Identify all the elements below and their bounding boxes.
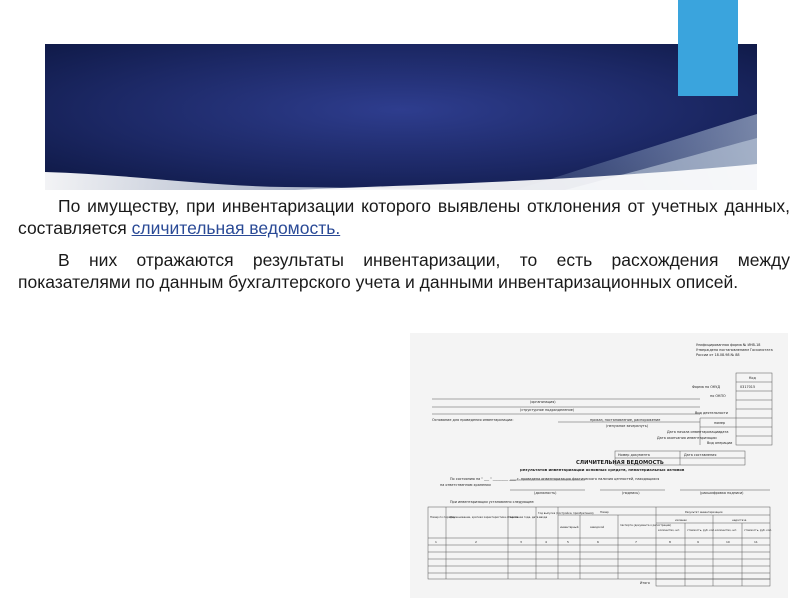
comparison-statement-form-image bbox=[410, 333, 788, 598]
table-header-col7: паспорта (документа о регистрации) bbox=[620, 524, 672, 527]
form-activity-label: Вид деятельности bbox=[695, 411, 728, 415]
table-header-col11: стоимость, руб. коп. bbox=[744, 529, 772, 532]
form-signature-caption: (подпись) bbox=[622, 491, 640, 495]
form-approval-line-2: Утверждена постановлением Госкомстата bbox=[696, 348, 773, 352]
table-column-number-7: 7 bbox=[635, 540, 637, 544]
paragraph-1 bbox=[18, 195, 790, 239]
form-start-label: Дата начала инвентаризации bbox=[667, 430, 721, 434]
form-okud-value: 0317015 bbox=[740, 385, 756, 389]
table-column-number-2: 2 bbox=[475, 540, 477, 544]
table-header-col2: Наименование, краткая характеристика объекта bbox=[450, 516, 518, 519]
form-code-header: Код bbox=[749, 376, 756, 380]
content-text bbox=[18, 195, 790, 303]
table-header-group-shortage: недостача bbox=[732, 519, 747, 522]
form-name-caption: (расшифровка подписи) bbox=[700, 491, 744, 495]
form-end-label: Дата окончания инвентаризации bbox=[657, 436, 717, 440]
table-column-number-5: 5 bbox=[567, 540, 569, 544]
table-column-number-11: 11 bbox=[754, 540, 758, 544]
table-header-group-surplus: излишек bbox=[675, 519, 687, 522]
table-header-group-number: Номер bbox=[600, 511, 609, 514]
form-established-label: При инвентаризации установлено следующее: bbox=[450, 500, 535, 504]
table-header-col8: количество, шт. bbox=[658, 529, 681, 532]
form-approval-note: Унифицированная форма № ИНВ-18 bbox=[696, 343, 761, 347]
table-header-col5: инвентарный bbox=[560, 526, 579, 529]
form-date-label: дата bbox=[720, 430, 729, 434]
comparison-statement-link[interactable]: сличительная ведомость. bbox=[131, 218, 341, 238]
accent-block bbox=[678, 0, 738, 96]
form-operation-label: Вид операции bbox=[707, 441, 733, 445]
form-doc-date-header: Дата составления bbox=[684, 453, 717, 457]
form-okpo-label: по ОКПО bbox=[710, 394, 726, 398]
paragraph-1-text: По имуществу, при инвентаризации которого выявлены отклонения от учетных данных, составляется bbox=[18, 196, 790, 238]
form-total-label: Итого bbox=[640, 581, 650, 585]
table-column-number-3: 3 bbox=[520, 540, 522, 544]
form-doc-number-header: Номер документа bbox=[618, 453, 650, 457]
table-column-number-6: 6 bbox=[597, 540, 599, 544]
table-header-group-result: Результат инвентаризации bbox=[685, 511, 723, 514]
table-column-number-10: 10 bbox=[726, 540, 730, 544]
form-basis-caption: (ненужное зачеркнуть) bbox=[606, 424, 649, 428]
form-state-label: По состоянию на " ___ " _________ ____ г. проведена инвентаризация фактического наличия ценностей, находящихся bbox=[450, 477, 660, 481]
form-title: СЛИЧИТЕЛЬНАЯ ВЕДОМОСТЬ bbox=[576, 460, 664, 466]
form-position-caption: (должность) bbox=[534, 491, 557, 495]
form-basis-options: приказ, постановление, распоряжение bbox=[590, 418, 661, 422]
paragraph-2: В них отражаются результаты инвентаризации, то есть расхождения между показателями по данным бухгалтерского учета и данными инвентаризационных описей. bbox=[18, 250, 790, 292]
banner-background bbox=[45, 44, 757, 190]
table-header-col3: Архивная года, дата ввода bbox=[510, 516, 548, 519]
table-header-col4: Год выпуска (постройки, приобретения) bbox=[538, 512, 594, 515]
table-header-col1: Номер по порядку bbox=[430, 516, 456, 519]
form-subtitle: результатов инвентаризации основных средств, нематериальных активов bbox=[520, 467, 685, 472]
form-org-caption: (организация) bbox=[530, 400, 556, 404]
table-column-number-8: 8 bbox=[669, 540, 671, 544]
table-header-col10: количество, шт. bbox=[715, 529, 738, 532]
table-column-number-1: 1 bbox=[435, 540, 437, 544]
form-scan bbox=[410, 333, 788, 598]
form-okud-label: Форма по ОКУД bbox=[692, 385, 721, 389]
table-column-number-4: 4 bbox=[545, 540, 547, 544]
table-header-col9: стоимость, руб. коп. bbox=[687, 529, 715, 532]
form-number-label: номер bbox=[714, 421, 726, 425]
form-responsible-label: на ответственном хранении bbox=[440, 483, 491, 487]
table-column-number-9: 9 bbox=[697, 540, 699, 544]
form-approval-line-3: России от 18.08.98 № 88 bbox=[696, 353, 740, 357]
form-basis-label: Основание для проведения инвентаризации: bbox=[432, 418, 514, 422]
form-dept-caption: (структурное подразделение) bbox=[520, 408, 575, 412]
header-banner bbox=[45, 44, 757, 190]
table-header-col6: заводской bbox=[590, 526, 605, 529]
